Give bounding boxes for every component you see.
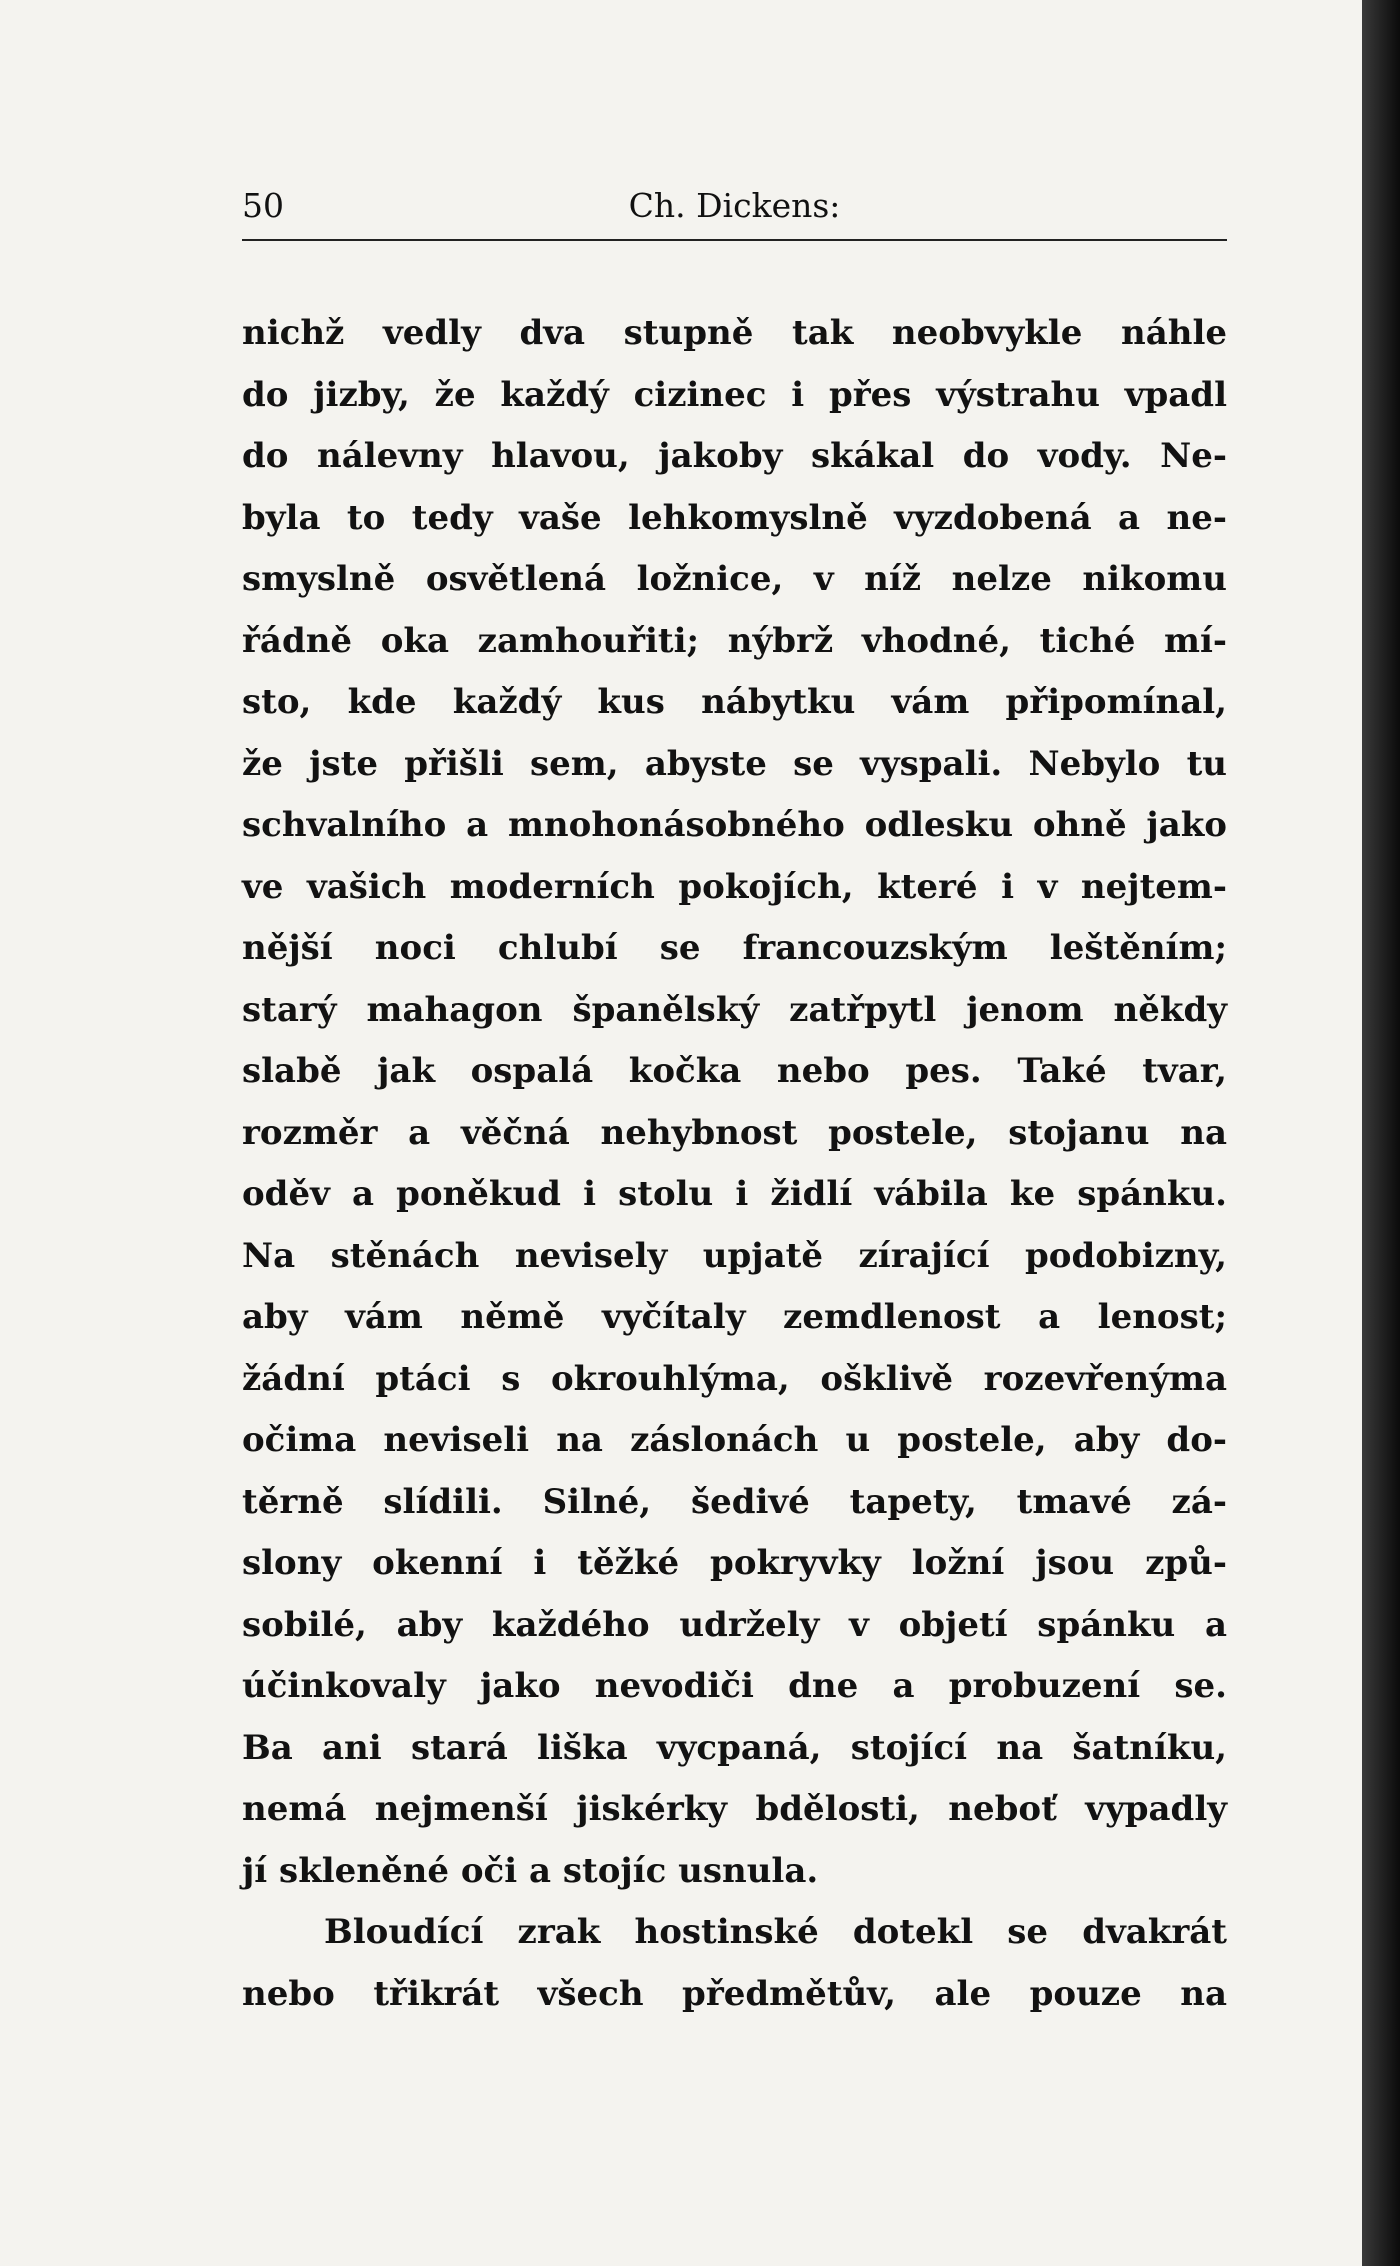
text-line: že jste přišli sem, abyste se vyspali. Nebylo tu (242, 743, 1227, 784)
page-header (242, 178, 1227, 230)
text-line: smyslně osvětlená ložnice, v níž nelze nikomu (242, 559, 1227, 599)
text-line: do nálevny hlavou, jakoby skákal do vody. Ne- (242, 436, 1227, 476)
text-line: očima neviseli na záslonách u postele, aby do- (242, 1420, 1227, 1460)
text-line: řádně oka zamhouřiti; nýbrž vhodné, tiché mí- (242, 620, 1227, 661)
text-line: nebo třikrát všech předmětův, ale pouze na (242, 1973, 1227, 2014)
text-line: sto, kde každý kus nábytku vám připomínal, (242, 682, 1227, 722)
page-number: 50 (242, 186, 284, 225)
text-line: oděv a poněkud i stolu i židlí vábila ke spánku. (242, 1174, 1227, 1214)
text-line: Na stěnách nevisely upjatě zírající podobizny, (242, 1235, 1227, 1276)
text-line: těrně slídili. Silné, šedivé tapety, tmavé zá- (242, 1481, 1227, 1522)
body-text (242, 303, 1227, 2025)
text-line: sobilé, aby každého udržely v objetí spánku a (242, 1604, 1227, 1645)
text-line: rozměr a věčná nehybnost postele, stojanu na (242, 1112, 1227, 1153)
text-line: aby vám němě vyčítaly zemdlenost a lenost; (242, 1297, 1227, 1337)
text-line: slony okenní i těžké pokryvky ložní jsou způ- (242, 1543, 1227, 1583)
text-line: do jizby, že každý cizinec i přes výstrahu vpadl (242, 374, 1227, 415)
text-line: účinkovaly jako nevodiči dne a probuzení se. (242, 1666, 1227, 1706)
text-line: žádní ptáci s okrouhlýma, ošklivě rozevřenýma (242, 1358, 1227, 1399)
text-line: starý mahagon španělský zatřpytl jenom někdy (242, 989, 1227, 1030)
text-line: Ba ani stará liška vycpaná, stojící na šatníku, (242, 1727, 1227, 1768)
running-head: Ch. Dickens: (628, 186, 841, 225)
text-line: nější noci chlubí se francouzským leštěním; (242, 928, 1227, 968)
text-line: nichž vedly dva stupně tak neobvykle náhle (242, 313, 1227, 353)
text-line: schvalního a mnohonásobného odlesku ohně jako (242, 805, 1227, 845)
text-line: byla to tedy vaše lehkomyslně vyzdobená a ne- (242, 497, 1227, 538)
text-line: ve vašich moderních pokojích, které i v nejtem- (242, 866, 1227, 907)
text-line: nemá nejmenší jiskérky bdělosti, neboť vypadly (242, 1789, 1227, 1829)
header-rule (242, 239, 1227, 241)
paragraph-end-line: jí skleněné oči a stojíc usnula. (242, 1850, 819, 1891)
paragraph-start-line: Bloudící zrak hostinské dotekl se dvakrát (324, 1912, 1227, 1952)
scan-edge-shadow (1362, 0, 1400, 2266)
text-line: slabě jak ospalá kočka nebo pes. Také tvar, (242, 1051, 1227, 1091)
